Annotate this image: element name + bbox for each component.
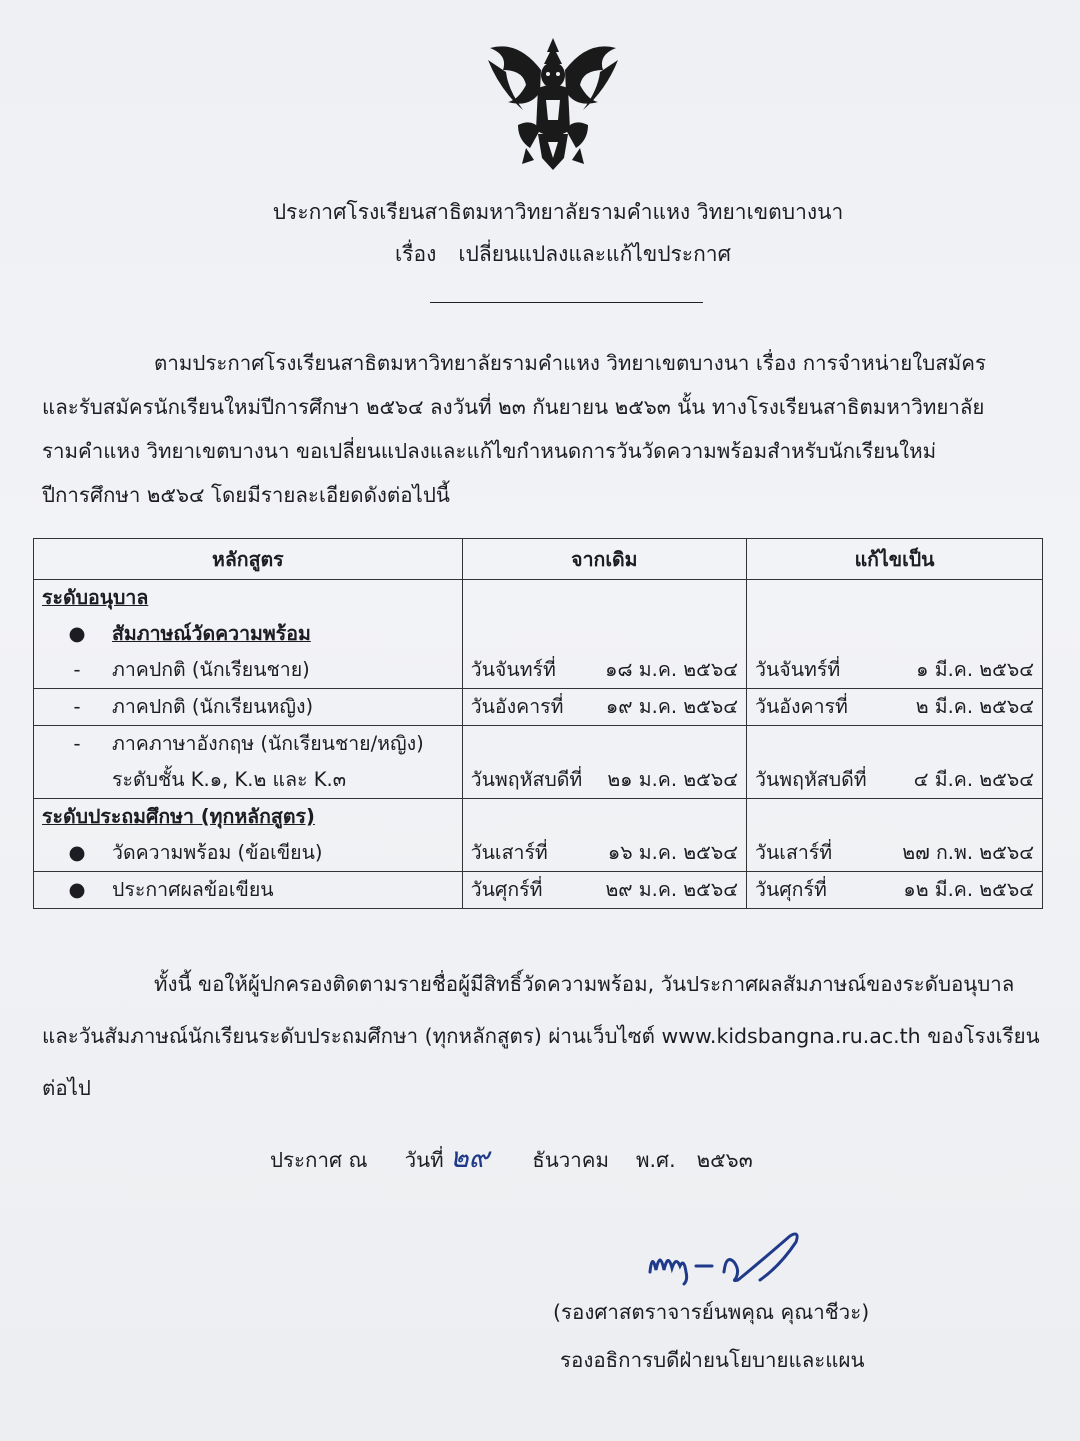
date-value: ๒๑ ม.ค. ๒๕๖๔ (607, 768, 739, 791)
dash-icon: - (73, 658, 81, 681)
original-date-cell (462, 726, 746, 799)
course-name: วัดความพร้อม (ข้อเขียน) (112, 841, 323, 864)
date-value: ๑ มี.ค. ๒๕๖๔ (916, 658, 1034, 681)
announcement-title: ประกาศโรงเรียนสาธิตมหาวิทยาลัยรามคำแหง วิทยาเขตบางนา (272, 200, 844, 224)
subject-label: เรื่อง (395, 242, 437, 266)
table-row (34, 799, 1043, 872)
revised-date-cell (747, 726, 1043, 799)
course-name: ภาคปกติ (นักเรียนหญิง) (112, 695, 314, 718)
course-name: ภาคปกติ (นักเรียนชาย) (112, 658, 310, 681)
header-revised: แก้ไขเป็น (747, 539, 1043, 580)
table-row (34, 726, 1043, 799)
table-row (34, 689, 1043, 726)
intro-line: รามคำแหง วิทยาเขตบางนา ขอเปลี่ยนแปลงและแก้ไขกำหนดการวันวัดความพร้อมสำหรับนักเรียนใหม่ (42, 439, 937, 463)
course-grades: ระดับชั้น K.๑, K.๒ และ K.๓ (112, 768, 347, 791)
intro-line: ตามประกาศโรงเรียนสาธิตมหาวิทยาลัยรามคำแหง วิทยาเขตบางนา เรื่อง การจำหน่ายใบสมัคร (154, 351, 986, 375)
level-kindergarten: ระดับอนุบาล (42, 586, 149, 609)
closing-line: ทั้งนี้ ขอให้ผู้ปกครองติดตามรายชื่อผู้มีสิทธิ์วัดความพร้อม, วันประกาศผลสัมภาษณ์ของระดับอนุบาล (154, 972, 1015, 996)
issue-month: ธันวาคม (532, 1148, 609, 1172)
header-course: หลักสูตร (34, 539, 463, 580)
day-label: วันที่ (404, 1148, 444, 1172)
handwritten-signature (640, 1222, 840, 1292)
course-cell (34, 872, 463, 909)
original-date-cell (462, 689, 746, 726)
revised-date-cell (747, 799, 1043, 872)
weekday: วันเสาร์ที่ (755, 841, 833, 864)
date-value: ๒๙ ม.ค. ๒๕๖๔ (605, 878, 739, 901)
level-primary: ระดับประถมศึกษา (ทุกหลักสูตร) (42, 805, 315, 828)
revised-date-cell (747, 689, 1043, 726)
course-cell (34, 799, 463, 872)
bullet-icon: ● (68, 622, 86, 645)
table-row (34, 872, 1043, 909)
signatory-position: รองอธิการบดีฝ่ายนโยบายและแผน (560, 1348, 865, 1372)
course-cell (34, 726, 463, 799)
weekday: วันศุกร์ที่ (470, 878, 543, 901)
revised-date-cell (747, 872, 1043, 909)
table-row (34, 580, 1043, 689)
title-divider (430, 302, 703, 303)
intro-line: ปีการศึกษา ๒๕๖๔ โดยมีรายละเอียดดังต่อไปนี้ (42, 483, 450, 507)
revised-date-cell (747, 580, 1043, 689)
intro-paragraph (42, 341, 1042, 517)
weekday: วันศุกร์ที่ (755, 878, 827, 901)
weekday: วันพฤหัสบดีที่ (470, 768, 583, 791)
signatory-name: (รองศาสตราจารย์นพคุณ คุณาชีวะ) (553, 1300, 870, 1324)
original-date-cell (462, 872, 746, 909)
bullet-icon: ● (68, 878, 86, 901)
announcement-subject (395, 238, 731, 271)
date-value: ๔ มี.ค. ๒๕๖๔ (913, 768, 1034, 791)
issue-year: ๒๕๖๓ (696, 1148, 753, 1172)
weekday: วันอังคารที่ (470, 695, 564, 718)
closing-line: ต่อไป (42, 1076, 91, 1100)
activity-interview: สัมภาษณ์วัดความพร้อม (112, 622, 311, 645)
date-value: ๑๙ ม.ค. ๒๕๖๔ (605, 695, 739, 718)
subject-text: เปลี่ยนแปลงและแก้ไขประกาศ (458, 242, 731, 266)
dash-icon: - (73, 732, 81, 755)
header-original: จากเดิม (462, 539, 746, 580)
course-cell (34, 580, 463, 689)
dash-icon: - (73, 695, 81, 718)
date-value: ๒ มี.ค. ๒๕๖๔ (915, 695, 1034, 718)
date-value: ๒๗ ก.พ. ๒๕๖๔ (902, 841, 1034, 864)
issue-date-line (270, 1136, 753, 1180)
weekday: วันจันทร์ที่ (470, 658, 556, 681)
schedule-table (33, 538, 1043, 909)
closing-line: และวันสัมภาษณ์นักเรียนระดับประถมศึกษา (ทุกหลักสูตร) ผ่านเว็บไซต์ www.kidsbangna.ru.ac.th ของโรงเรียน (42, 1024, 1040, 1048)
intro-line: และรับสมัครนักเรียนใหม่ปีการศึกษา ๒๕๖๔ ลงวันที่ ๒๓ กันยายน ๒๕๖๓ นั้น ทางโรงเรียนสาธิตมหาวิทยาลัย (42, 395, 985, 419)
weekday: วันพฤหัสบดีที่ (755, 768, 867, 791)
garuda-emblem-icon (478, 30, 628, 180)
weekday: วันอังคารที่ (755, 695, 848, 718)
course-name: ภาคภาษาอังกฤษ (นักเรียนชาย/หญิง) (112, 732, 424, 755)
weekday: วันเสาร์ที่ (470, 841, 548, 864)
issue-prefix: ประกาศ ณ (270, 1148, 368, 1172)
original-date-cell (462, 799, 746, 872)
table-header-row (34, 539, 1043, 580)
date-value: ๑๒ มี.ค. ๒๕๖๔ (903, 878, 1034, 901)
original-date-cell (462, 580, 746, 689)
handwritten-day: ๒๙ (450, 1141, 490, 1174)
weekday: วันจันทร์ที่ (755, 658, 841, 681)
date-value: ๑๘ ม.ค. ๒๕๖๔ (605, 658, 739, 681)
closing-paragraph (42, 958, 1042, 1114)
year-label: พ.ศ. (636, 1148, 676, 1172)
bullet-icon: ● (68, 841, 86, 864)
course-name: ประกาศผลข้อเขียน (112, 878, 274, 901)
date-value: ๑๖ ม.ค. ๒๕๖๔ (607, 841, 739, 864)
course-cell (34, 689, 463, 726)
